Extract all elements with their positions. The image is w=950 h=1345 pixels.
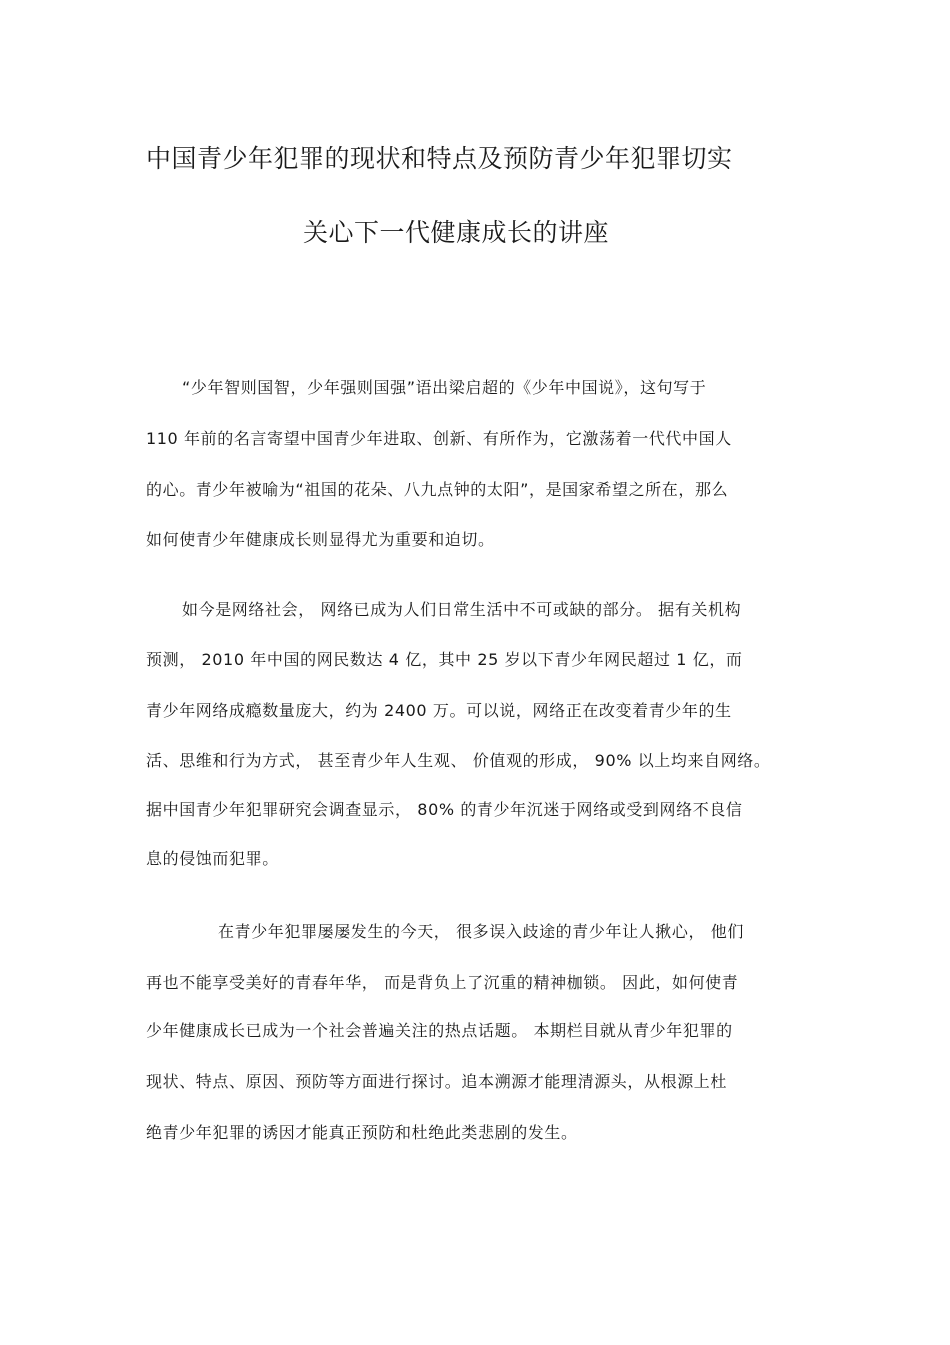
paragraph-1-line-3: 的心。青少年被喻为“祖国的花朵、八九点钟的太阳”，是国家希望之所在，那么 — [146, 480, 729, 499]
paragraph-2-line-4: 活、思维和行为方式， 甚至青少年人生观、 价值观的形成， 90% 以上均来自网络。 — [146, 751, 771, 770]
paragraph-2-line-3: 青少年网络成瘾数量庞大，约为 2400 万。可以说，网络正在改变着青少年的生 — [146, 701, 732, 720]
paragraph-2-line-6: 息的侵蚀而犯罪。 — [146, 849, 279, 868]
document-title-line-2: 关心下一代健康成长的讲座 — [303, 218, 610, 247]
paragraph-2-line-5: 据中国青少年犯罪研究会调查显示， 80% 的青少年沉迷于网络或受到网络不良信 — [146, 800, 743, 819]
paragraph-2-line-1: 如今是网络社会， 网络已成为人们日常生活中不可或缺的部分。 据有关机构 — [182, 600, 742, 619]
paragraph-1-line-4: 如何使青少年健康成长则显得尤为重要和迫切。 — [146, 530, 495, 549]
paragraph-3-line-4: 现状、特点、原因、预防等方面进行探讨。追本溯源才能理清源头，从根源上杜 — [146, 1072, 728, 1091]
paragraph-3-line-3: 少年健康成长已成为一个社会普遍关注的热点话题。 本期栏目就从青少年犯罪的 — [146, 1021, 733, 1040]
document-title-line-1: 中国青少年犯罪的现状和特点及预防青少年犯罪切实 — [146, 144, 733, 173]
paragraph-1-line-2: 110 年前的名言寄望中国青少年进取、创新、有所作为，它激荡着一代代中国人 — [146, 429, 732, 448]
paragraph-3-line-1: 在青少年犯罪屡屡发生的今天， 很多误入歧途的青少年让人揪心， 他们 — [218, 922, 744, 941]
paragraph-1-line-1: “少年智则国智，少年强则国强”语出梁启超的《少年中国说》，这句写于 — [182, 378, 707, 397]
paragraph-3-line-2: 再也不能享受美好的青春年华， 而是背负上了沉重的精神枷锁。 因此，如何使青 — [146, 973, 739, 992]
paragraph-2-line-2: 预测， 2010 年中国的网民数达 4 亿，其中 25 岁以下青少年网民超过 1 亿，而 — [146, 650, 743, 669]
paragraph-3-line-5: 绝青少年犯罪的诱因才能真正预防和杜绝此类悲剧的发生。 — [146, 1123, 578, 1142]
